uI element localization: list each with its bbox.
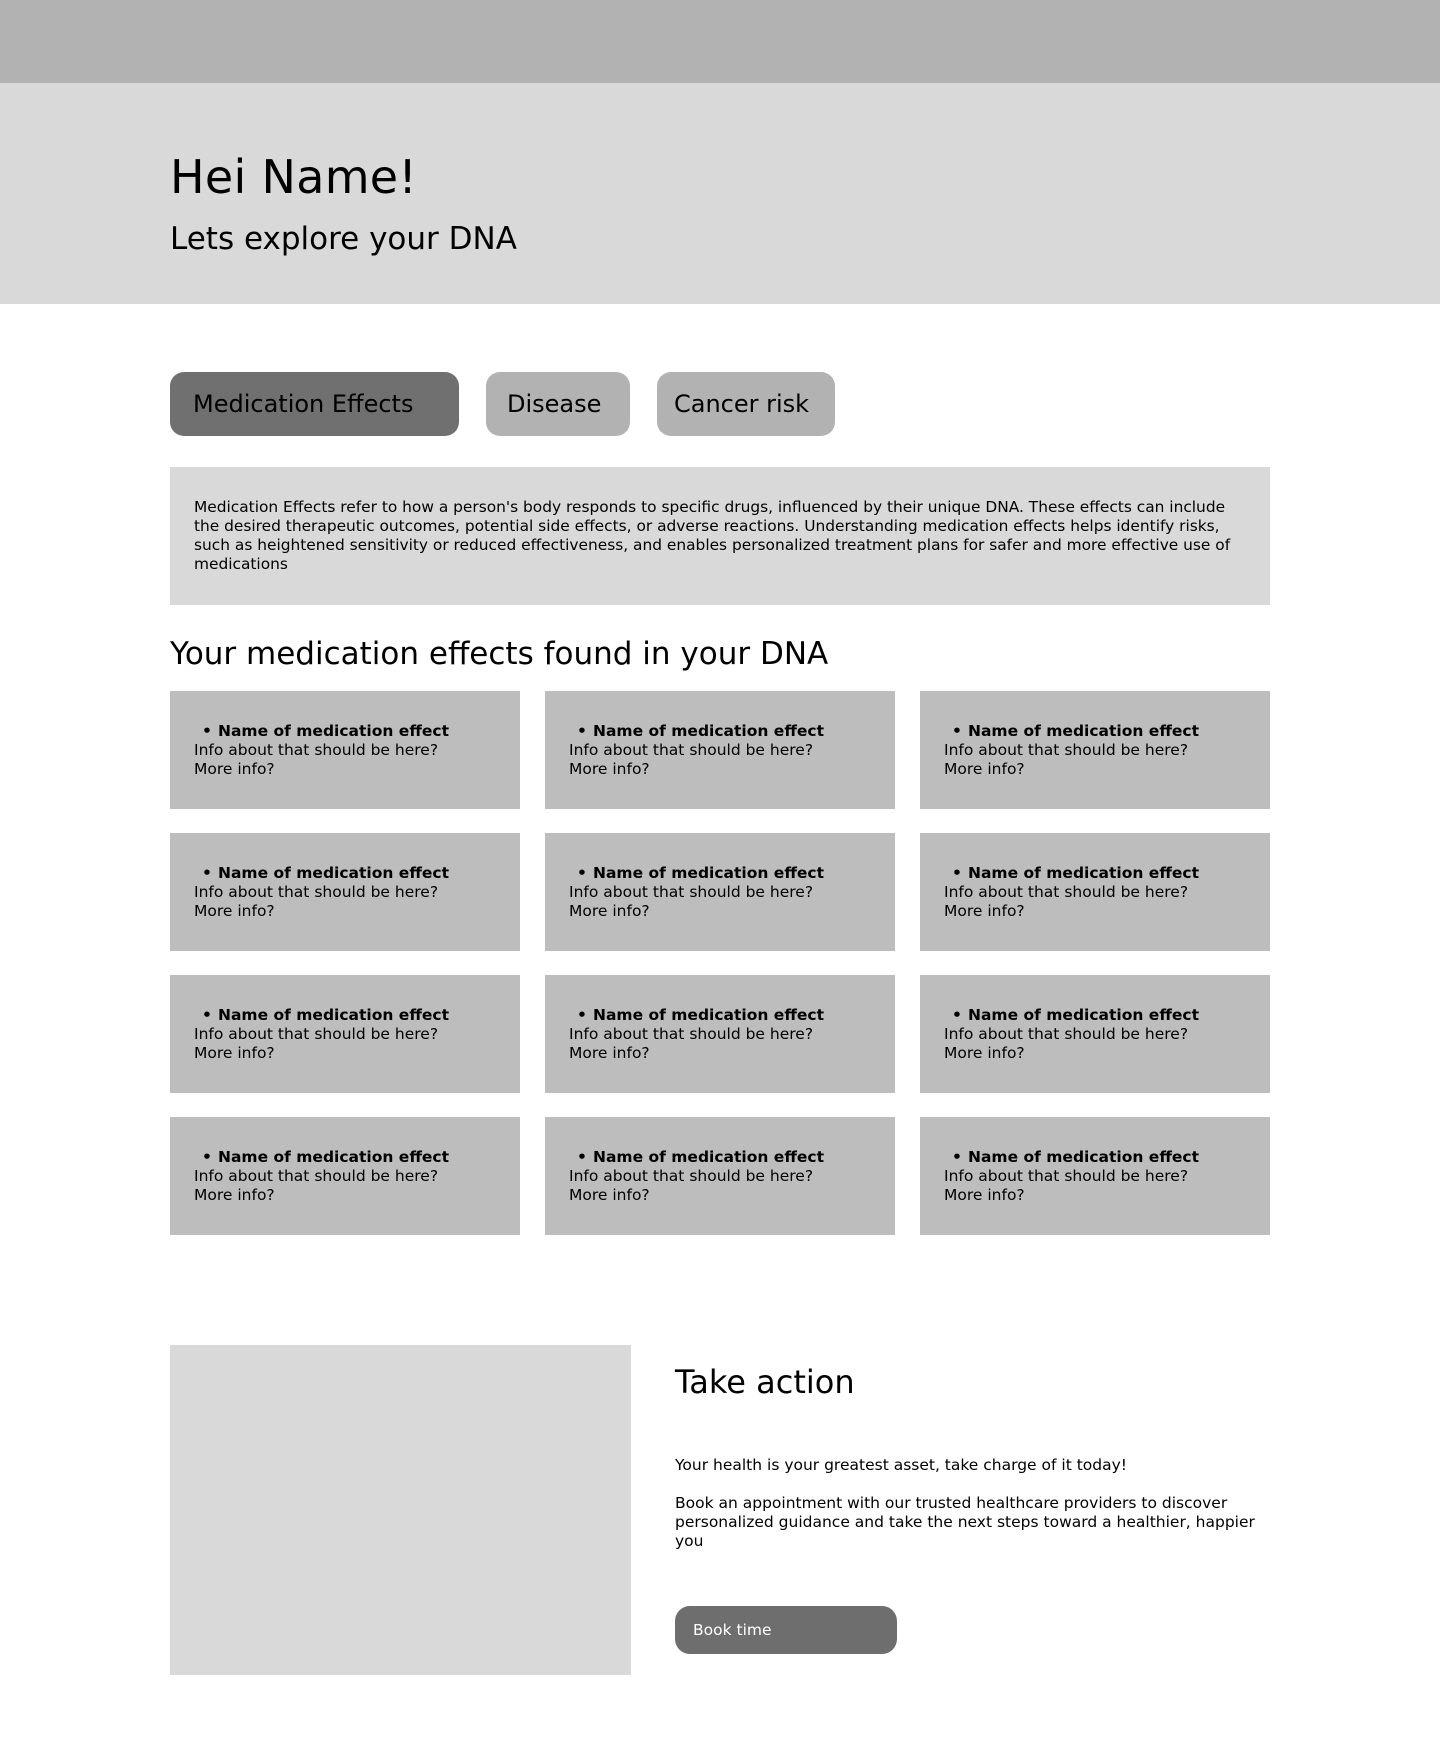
effect-name-text: Name of medication effect [593, 1006, 824, 1024]
effect-name [569, 864, 885, 883]
effect-info: Info about that should be here? [194, 741, 439, 759]
effect-name-text: Name of medication effect [593, 864, 824, 882]
bullet-icon: • [202, 1006, 212, 1024]
effect-name-text: Name of medication effect [593, 722, 824, 740]
bullet-icon: • [577, 722, 587, 740]
more-info-link[interactable]: More info? [569, 1044, 650, 1062]
hero-banner [0, 83, 1440, 304]
page-subtitle: Lets explore your DNA [170, 221, 517, 257]
effect-name [194, 1148, 510, 1167]
effect-name-text: Name of medication effect [218, 864, 449, 882]
effect-card[interactable] [545, 691, 895, 809]
effect-card[interactable] [920, 975, 1270, 1093]
effect-name [944, 1148, 1260, 1167]
effect-name-text: Name of medication effect [593, 1148, 824, 1166]
bullet-icon: • [952, 864, 962, 882]
bullet-icon: • [952, 1006, 962, 1024]
effect-info: Info about that should be here? [569, 741, 814, 759]
effect-name [944, 864, 1260, 883]
effect-name [944, 1006, 1260, 1025]
more-info-link[interactable]: More info? [944, 1186, 1025, 1204]
effect-card[interactable] [545, 833, 895, 951]
effect-name [569, 1006, 885, 1025]
more-info-link[interactable]: More info? [569, 760, 650, 778]
action-image-placeholder [170, 1345, 631, 1675]
page-title: Hei Name! [170, 150, 418, 204]
effect-info: Info about that should be here? [944, 741, 1189, 759]
effect-name-text: Name of medication effect [218, 1006, 449, 1024]
more-info-link[interactable]: More info? [944, 760, 1025, 778]
bullet-icon: • [202, 1148, 212, 1166]
action-description: Book an appointment with our trusted healthcare providers to discover personalized guidance and take the next steps toward a healthier, happier you [675, 1494, 1255, 1550]
effect-name [569, 722, 885, 741]
bullet-icon: • [202, 864, 212, 882]
effect-info: Info about that should be here? [569, 1025, 814, 1043]
effect-info: Info about that should be here? [944, 1167, 1189, 1185]
effect-info: Info about that should be here? [944, 883, 1189, 901]
description-panel [170, 467, 1270, 605]
effect-name-text: Name of medication effect [968, 864, 1199, 882]
effect-name [194, 722, 510, 741]
effect-card[interactable] [545, 1117, 895, 1235]
bullet-icon: • [577, 1148, 587, 1166]
effect-name [194, 1006, 510, 1025]
effect-card[interactable] [170, 975, 520, 1093]
more-info-link[interactable]: More info? [194, 1186, 275, 1204]
more-info-link[interactable]: More info? [944, 1044, 1025, 1062]
effect-card[interactable] [920, 691, 1270, 809]
more-info-link[interactable]: More info? [194, 760, 275, 778]
action-title: Take action [675, 1363, 855, 1401]
more-info-link[interactable]: More info? [944, 902, 1025, 920]
effect-card[interactable] [920, 833, 1270, 951]
tab-disease[interactable]: Disease [486, 372, 630, 436]
effect-info: Info about that should be here? [194, 1167, 439, 1185]
bullet-icon: • [952, 1148, 962, 1166]
tab-medication-effects[interactable]: Medication Effects [170, 372, 459, 436]
effect-name [569, 1148, 885, 1167]
action-tagline: Your health is your greatest asset, take charge of it today! [675, 1456, 1127, 1474]
effect-card[interactable] [545, 975, 895, 1093]
effect-card[interactable] [920, 1117, 1270, 1235]
more-info-link[interactable]: More info? [569, 1186, 650, 1204]
effect-info: Info about that should be here? [569, 1167, 814, 1185]
bullet-icon: • [952, 722, 962, 740]
effect-name [194, 864, 510, 883]
effect-card[interactable] [170, 833, 520, 951]
effect-name-text: Name of medication effect [968, 1148, 1199, 1166]
effect-card[interactable] [170, 691, 520, 809]
effect-name-text: Name of medication effect [218, 1148, 449, 1166]
effect-info: Info about that should be here? [194, 883, 439, 901]
more-info-link[interactable]: More info? [569, 902, 650, 920]
section-title: Your medication effects found in your DNA [170, 636, 829, 672]
description-text: Medication Effects refer to how a person's body responds to specific drugs, influenced by their unique DNA. These effects can include the desired therapeutic outcomes, potential side effects, or adverse reactions. Understanding medication effects helps identify risks, such as heightened sensitivity or reduced effectiveness, and enables personalized treatment plans for safer and more effective use of medications [194, 498, 1231, 573]
bullet-icon: • [577, 864, 587, 882]
effect-name-text: Name of medication effect [968, 1006, 1199, 1024]
bullet-icon: • [202, 722, 212, 740]
book-time-button[interactable]: Book time [675, 1606, 897, 1654]
bullet-icon: • [577, 1006, 587, 1024]
top-bar [0, 0, 1440, 83]
effect-card[interactable] [170, 1117, 520, 1235]
more-info-link[interactable]: More info? [194, 1044, 275, 1062]
effect-name-text: Name of medication effect [968, 722, 1199, 740]
effect-info: Info about that should be here? [569, 883, 814, 901]
effect-info: Info about that should be here? [194, 1025, 439, 1043]
tab-cancer-risk[interactable]: Cancer risk [657, 372, 835, 436]
effect-info: Info about that should be here? [944, 1025, 1189, 1043]
effect-name [944, 722, 1260, 741]
effect-name-text: Name of medication effect [218, 722, 449, 740]
more-info-link[interactable]: More info? [194, 902, 275, 920]
